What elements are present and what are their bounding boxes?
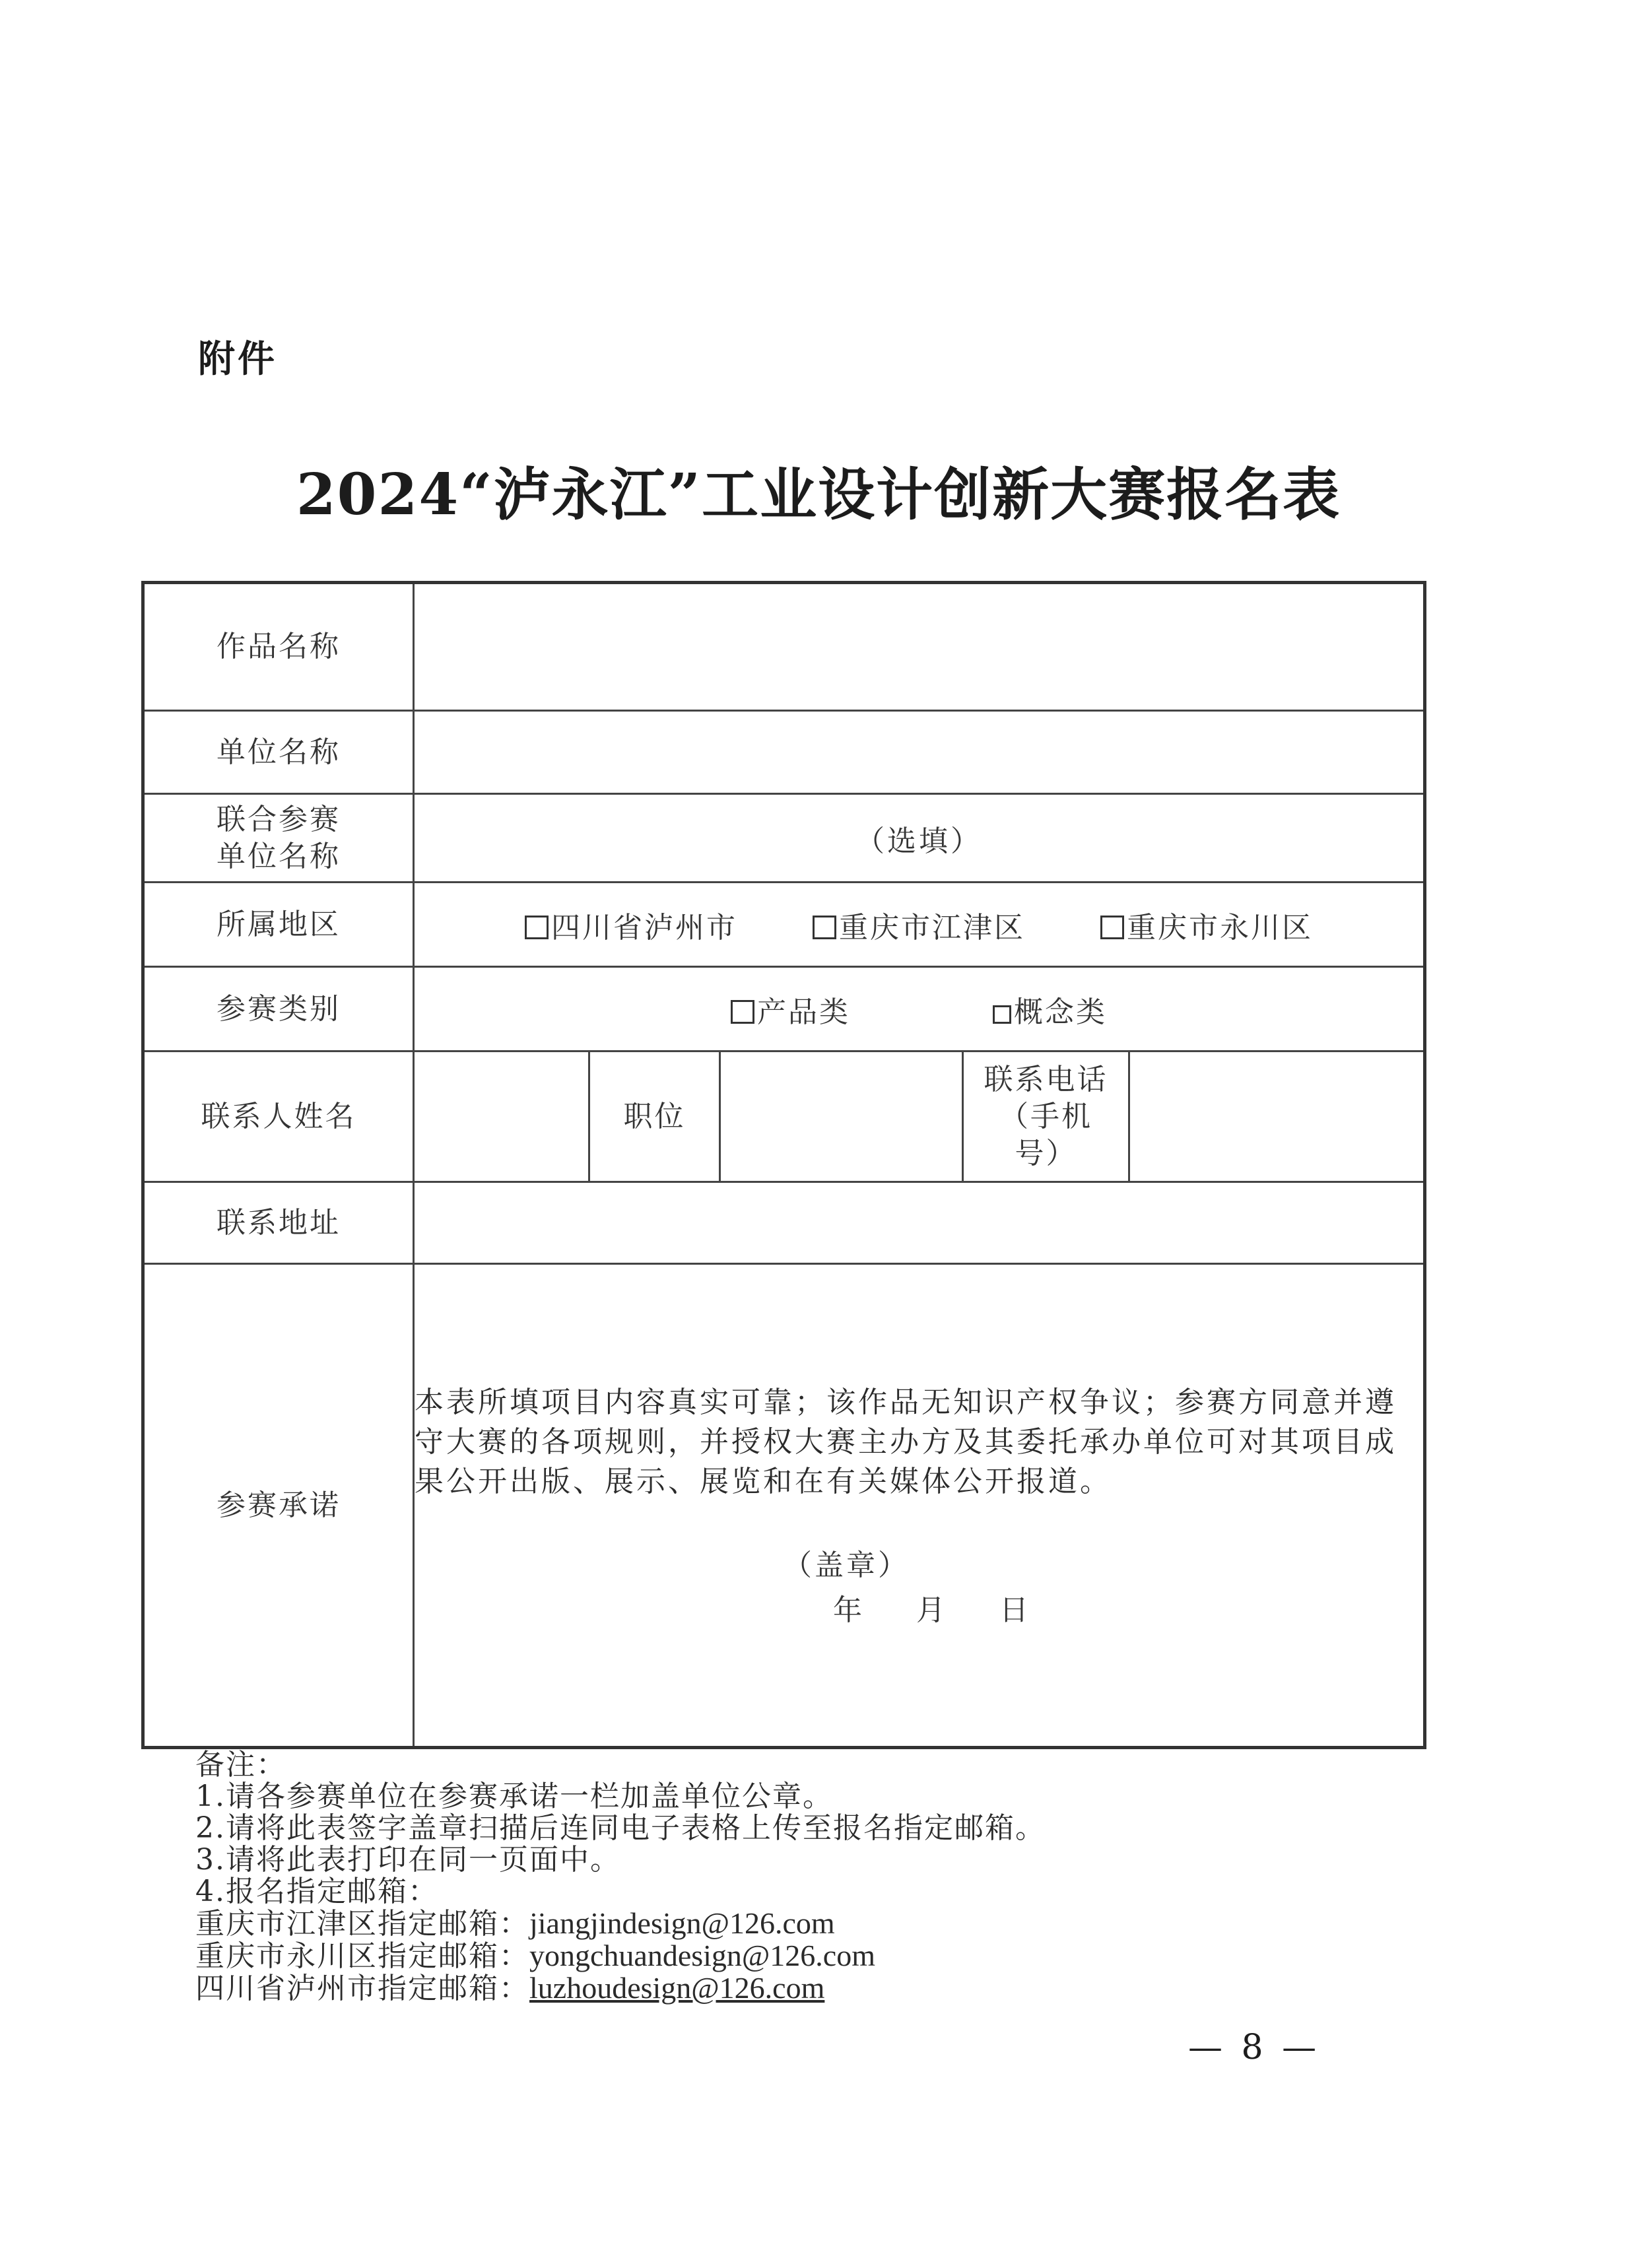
- checkbox-icon[interactable]: [993, 1005, 1011, 1024]
- page-number: — 8 —: [1188, 2028, 1321, 2067]
- work-name-label: 作品名称: [143, 583, 414, 711]
- checkbox-icon[interactable]: [525, 916, 549, 939]
- registration-form: [141, 581, 1426, 1749]
- category-option-product[interactable]: [731, 988, 850, 1030]
- checkbox-icon[interactable]: [1100, 916, 1124, 939]
- region-option-label: 重庆市永川区: [1127, 910, 1313, 945]
- note-item: 3.请将此表打印在同一页面中。: [195, 1843, 620, 1877]
- note-item: 2.请将此表签字盖章扫描后连同电子表格上传至报名指定邮箱。: [195, 1811, 1046, 1845]
- pledge-label: 参赛承诺: [143, 1264, 414, 1748]
- phone-label-line3: 号）: [1015, 1136, 1077, 1170]
- email-label: 四川省泸州市指定邮箱：: [195, 1972, 529, 2005]
- pledge-cell: [414, 1264, 1425, 1748]
- category-label: 参赛类别: [143, 967, 414, 1051]
- pledge-text: 本表所填项目内容真实可靠；该作品无知识产权争议；参赛方同意并遵守大赛的各项规则，并授权大赛主办方及其委托承办单位可对其项目成果公开出版、展示、展览和在有关媒体公开报道。: [415, 1385, 1397, 1498]
- region-option-label: 四川省泸州市: [551, 910, 737, 945]
- category-option-label: 产品类: [757, 995, 850, 1029]
- attachment-label: 附件: [198, 338, 277, 381]
- checkbox-icon[interactable]: [731, 1000, 754, 1024]
- joint-org-label: [143, 794, 414, 883]
- email-address[interactable]: yongchuandesign@126.com: [529, 1939, 875, 1972]
- email-address[interactable]: jiangjindesign@126.com: [529, 1906, 835, 1940]
- joint-org-field[interactable]: [414, 794, 1425, 883]
- region-options: [414, 883, 1425, 967]
- joint-org-label-line1: 联合参赛: [217, 802, 341, 836]
- region-option-label: 重庆市江津区: [839, 910, 1025, 945]
- category-option-label: 概念类: [1014, 995, 1107, 1029]
- email-row-luzhou: [195, 1972, 1384, 2005]
- note-item: 4.报名指定邮箱：: [195, 1875, 438, 1908]
- email-row-yongchuan: [195, 1940, 1384, 1972]
- position-field[interactable]: [720, 1051, 963, 1182]
- category-options: [414, 967, 1425, 1051]
- seal-label: （盖章）: [783, 1548, 910, 1582]
- notes: [195, 1749, 1384, 2005]
- contact-name-label: 联系人姓名: [143, 1051, 414, 1182]
- joint-org-hint: （选填）: [855, 824, 982, 858]
- phone-label: [963, 1051, 1129, 1182]
- email-row-jiangjin: [195, 1908, 1384, 1940]
- region-option-luzhou[interactable]: [525, 904, 737, 946]
- email-address[interactable]: luzhoudesign@126.com: [529, 1971, 825, 2005]
- notes-heading: 备注：: [195, 1748, 286, 1782]
- checkbox-icon[interactable]: [813, 916, 836, 939]
- email-label: 重庆市永川区指定邮箱：: [195, 1939, 529, 1973]
- date-label: 年 月 日: [833, 1593, 1031, 1627]
- region-label: 所属地区: [143, 883, 414, 967]
- org-name-field[interactable]: [414, 711, 1425, 794]
- phone-label-line2: （手机: [999, 1099, 1092, 1133]
- address-field[interactable]: [414, 1182, 1425, 1264]
- region-option-yongchuan[interactable]: [1100, 904, 1313, 946]
- region-option-jiangjin[interactable]: [813, 904, 1025, 946]
- address-label: 联系地址: [143, 1182, 414, 1264]
- work-name-field[interactable]: [414, 583, 1425, 711]
- phone-label-line1: 联系电话: [984, 1062, 1108, 1096]
- email-label: 重庆市江津区指定邮箱：: [195, 1907, 529, 1941]
- org-name-label: 单位名称: [143, 711, 414, 794]
- position-label: 职位: [589, 1051, 720, 1182]
- category-option-concept[interactable]: [993, 988, 1107, 1030]
- phone-field[interactable]: [1129, 1051, 1425, 1182]
- contact-name-field[interactable]: [414, 1051, 589, 1182]
- joint-org-label-line2: 单位名称: [217, 839, 341, 873]
- page-title: 2024“泸永江”工业设计创新大赛报名表: [296, 461, 1341, 528]
- note-item: 1.请各参赛单位在参赛承诺一栏加盖单位公章。: [195, 1780, 833, 1813]
